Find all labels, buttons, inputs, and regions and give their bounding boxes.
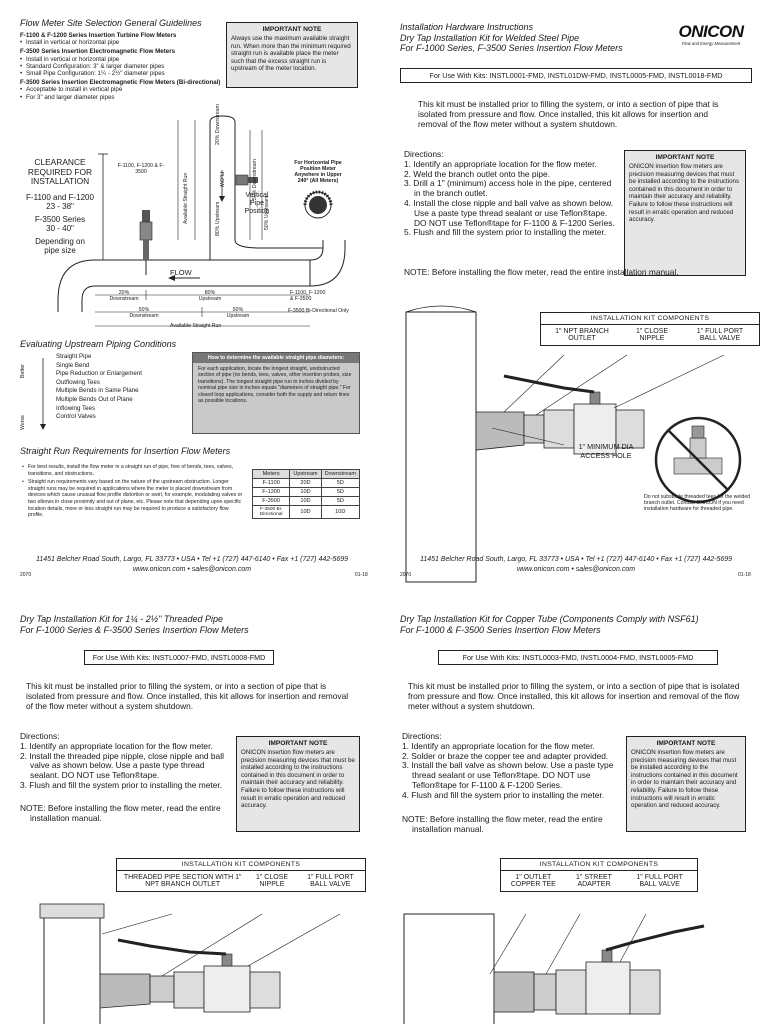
eval-item: Straight Pipe xyxy=(56,353,92,360)
vertical-label-line: Pipe xyxy=(249,200,264,207)
footer-date: 01-18 xyxy=(355,572,368,578)
vertical-label-line: Vertical xyxy=(245,192,269,199)
important-note xyxy=(624,150,746,276)
directions xyxy=(404,150,620,238)
clearance-line: CLEARANCE xyxy=(34,157,86,167)
eval-item: Multiple Bends in Same Plane xyxy=(56,387,139,395)
clearance-f1100-value: 23 - 38" xyxy=(46,201,74,211)
clearance-f3500-value: 30 - 40" xyxy=(46,223,74,233)
howto-box xyxy=(192,352,360,434)
no-substitute-note: Do not substitute threaded tees for the welded branch outlet. Contact ONICON if you need installation hardware for threaded pipe. xyxy=(644,494,751,512)
dim-50b xyxy=(218,307,258,319)
dim-pct: 50% xyxy=(138,307,150,313)
component-close-nipple: 1" CLOSE NIPPLE xyxy=(255,874,289,888)
horiz-line: Anywhere in Upper xyxy=(294,172,342,178)
eval-item: Outflowing Tees xyxy=(56,378,100,386)
panel-title xyxy=(400,614,699,635)
logo-text: ONICON xyxy=(678,22,744,41)
table-cell: 5D xyxy=(321,488,359,497)
footer-code: 2070 xyxy=(400,572,412,578)
logo-tagline: Flow and Energy Measurement xyxy=(681,41,741,46)
clearance-f3500: F-3500 Series xyxy=(34,214,86,224)
kits-box: For Use With Kits: INSTL0001-FMD, INSTL01DW-FMD, INSTL0005-FMD, INSTL0018-FMD xyxy=(400,68,752,83)
note-body: ONICON insertion flow meters are precision measuring devices that must be installed according to the instructions contained in this document in order to maintain their accuracy and reliability. Failure to follow these instructions will result in erratic operation and reduced accuracy. xyxy=(629,163,740,224)
note-body: Always use the maximum available straight run. When more than the minimum required straight run is available place the meter such that the excess straight run is upstream of the meter location. xyxy=(231,35,351,73)
eval-item: Inflowing Tees xyxy=(56,404,96,412)
directions xyxy=(20,732,232,791)
component-street-adapter: 1" STREET ADAPTER xyxy=(576,874,612,888)
footer-address: 11451 Belcher Road South, Largo, FL 33773 • USA • Tel +1 (727) 447-6140 • Fax +1 (727) 442-5699 xyxy=(419,556,733,563)
hole-line: 1" MINIMUM DIA xyxy=(578,442,634,451)
eval-list xyxy=(56,353,142,422)
dim-50a xyxy=(124,307,164,319)
dim-dir: Downstream xyxy=(109,296,139,302)
direction-step: 1. Identify an appropriate location for the flow meter. xyxy=(402,740,595,751)
dim-20 xyxy=(104,290,144,302)
footer-web: www.onicon.com • sales@onicon.com xyxy=(516,566,636,573)
vertical-label-line: Position xyxy=(244,208,270,215)
vertical-dim-50b: 50% Upstream xyxy=(264,195,270,230)
clearance-line: INSTALLATION xyxy=(30,176,90,187)
guideline-item: • Standard Configuration: 3" & larger diameter pipes xyxy=(20,63,226,70)
component-branch-outlet: 1" NPT BRANCH OUTLET xyxy=(555,328,609,342)
vertical-flow-label: FLOW xyxy=(218,172,224,187)
guideline-head: F-3500 Series Insertion Electromagnetic Flow Meters xyxy=(20,48,176,56)
footer-date: 01-18 xyxy=(738,572,751,578)
note-title: IMPORTANT NOTE xyxy=(656,740,716,747)
direction-step: 3. Install the ball valve as shown below. Use a paste type thread sealant or use Teflon®tape. DO NOT use Teflon®tape for F-1100 & F-1200 Series. xyxy=(402,760,614,790)
dim-dir: Downstream xyxy=(129,313,159,319)
guideline-list xyxy=(20,39,226,46)
component-ball-valve: 1" FULL PORT BALL VALVE xyxy=(307,874,354,888)
directions-title: Directions: xyxy=(404,149,444,159)
intro-text: This kit must be installed prior to filling the system, or into a section of pipe that is isolated from pressure and flow. Once installed, this kit allows for insertion and removal of the flow meter without a system shutdown. xyxy=(408,681,740,711)
intro-text: This kit must be installed prior to filling the system, or into a section of pipe that is isolated from pressure and flow. Once installed, this kit allows for insertion and removal of the flow meter without a system shutdown. xyxy=(26,681,349,711)
table-header: Downstream xyxy=(321,470,359,479)
horiz-line: For Horizontal Pipe xyxy=(294,160,342,166)
note-body: ONICON insertion flow meters are precision measuring devices that must be installed according to the instructions contained in this document in order to maintain their accuracy and reliability. Failure to follow these instructions will result in erratic operation and reduced accuracy. xyxy=(631,749,738,810)
eval-better: Better xyxy=(20,364,26,378)
table-row xyxy=(253,506,360,519)
table-cell: 10D xyxy=(321,506,359,519)
title-line: Dry Tap Installation Kit for 1¼ - 2½" Threaded Pipe xyxy=(20,614,223,624)
dim-dir: Upstream xyxy=(226,313,250,319)
table-header: Upstream xyxy=(290,470,321,479)
footer-code: 2070 xyxy=(20,572,32,578)
eval-item: Pipe Reduction or Enlargement xyxy=(56,370,142,378)
direction-step: 5. Flush and fill the system prior to installing the meter. xyxy=(404,227,607,238)
guideline-head: F-3500 Series Insertion Electromagnetic Flow Meters (Bi-directional) xyxy=(20,79,221,87)
clearance-line: REQUIRED FOR xyxy=(27,166,93,177)
direction-step: 3. Drill a 1" (minimum) access hole in the pipe, centered in the branch outlet. xyxy=(404,178,612,199)
direction-step: 1. Identify an appropriate location for the flow meter. xyxy=(20,740,213,751)
direction-step: 4. Flush and fill the system prior to installing the meter. xyxy=(402,789,605,800)
vertical-dim-50a: 50% Downstream xyxy=(252,159,258,200)
horiz-line: Position Meter xyxy=(300,166,336,172)
table-header: Meters xyxy=(253,470,290,479)
title-line: For F-1000 & F-3500 Series Insertion Flow Meters xyxy=(400,624,601,635)
guideline-item: • Small Pipe Configuration: 1¼ - 2½" diameter pipes xyxy=(20,70,226,77)
dim-meter-b: & F-3500 xyxy=(290,296,312,302)
note-title: IMPORTANT NOTE xyxy=(268,740,328,747)
flow-label: FLOW xyxy=(170,268,192,277)
sr-bullet: • For best results, install the flow meter in a straight run of pipe, free of bends, tees, valves, transitions, and obstructions. xyxy=(22,464,244,477)
note-read-manual: NOTE: Before installing the flow meter, read the entire installation manual. xyxy=(20,803,221,823)
dim-dir: Upstream xyxy=(198,296,222,302)
kits-box: For Use With Kits: INSTL0007-FMD, INSTL0008-FMD xyxy=(84,650,274,665)
onicon-logo xyxy=(670,22,752,46)
dim-pct: 50% xyxy=(232,307,244,313)
table-row xyxy=(253,488,360,497)
footer-web: www.onicon.com • sales@onicon.com xyxy=(132,566,252,573)
important-note xyxy=(226,22,358,88)
dim-bidirectional: F-3500 Bi-Directional Only xyxy=(288,308,349,314)
panel-copper-tube xyxy=(384,612,768,1024)
direction-step: 2. Weld the branch outlet onto the pipe. xyxy=(404,168,551,179)
directions xyxy=(402,732,624,801)
title-line: Dry Tap Installation Kit for Copper Tube (Components Comply with NSF61) xyxy=(400,614,699,624)
component-ball-valve: 1" FULL PORT BALL VALVE xyxy=(636,874,683,888)
title-line: Installation Hardware Instructions xyxy=(400,22,534,32)
panel-site-selection xyxy=(0,0,384,519)
table-cell: F-3500 xyxy=(253,497,290,506)
direction-step: 2. Solder or braze the copper tee and adapter provided. xyxy=(402,750,609,761)
components-title: INSTALLATION KIT COMPONENTS xyxy=(117,859,365,871)
dim-meters xyxy=(290,290,325,302)
welded-pipe-diagram xyxy=(384,300,768,520)
direction-step: 2. Install the threaded pipe nipple, close nipple and ball valve as shown below. Use a paste type thread sealant. DO NOT use Teflon®tape. xyxy=(20,750,224,781)
eval-worse: Worse xyxy=(20,415,26,430)
eval-title: Evaluating Upstream Piping Conditions xyxy=(20,339,177,349)
dim-pct: 80% xyxy=(204,290,216,296)
table-header-row xyxy=(253,470,360,479)
horizontal-position-note xyxy=(284,160,352,184)
copper-tube-diagram xyxy=(384,874,768,1024)
component-ball-valve: 1" FULL PORT BALL VALVE xyxy=(696,328,744,342)
vertical-dim-available: Available Straight Run xyxy=(183,172,189,224)
note-read-manual: NOTE: Before installing the flow meter, read the entire installation manual. xyxy=(402,814,603,834)
panel-welded-steel xyxy=(384,0,768,512)
eval-item: Multiple Bends Out of Plane xyxy=(56,395,133,403)
panel-title xyxy=(20,614,249,635)
note-read-manual: NOTE: Before installing the flow meter, read the entire installation manual. xyxy=(404,267,679,277)
page-title: Flow Meter Site Selection General Guidelines xyxy=(20,18,202,28)
guideline-list xyxy=(20,56,226,78)
footer-address: 11451 Belcher Road South, Largo, FL 33773 • USA • Tel +1 (727) 447-6140 • Fax +1 (727) 442-5699 xyxy=(35,556,349,563)
kits-box: For Use With Kits: INSTL0003-FMD, INSTL0004-FMD, INSTL0005-FMD xyxy=(438,650,718,665)
table-cell: 10D xyxy=(290,497,321,506)
threaded-pipe-diagram xyxy=(0,874,384,1024)
panel-threaded-pipe xyxy=(0,612,384,1024)
table-cell: F-1100 xyxy=(253,479,290,488)
eval-item: Control Valves xyxy=(56,413,96,421)
intro-text: This kit must be installed prior to filling the system, or into a section of pipe that is isolated from pressure and flow. Once installed, this kit allows for insertion and removal of the flow meter without a system shutdown. xyxy=(418,99,719,129)
table-cell: 20D xyxy=(290,479,321,488)
component-close-nipple: 1" CLOSE NIPPLE xyxy=(635,328,669,342)
hole-line: ACCESS HOLE xyxy=(580,451,632,460)
sr-bullet: • Straight run requirements vary based on the nature of the upstream obstruction. Longer straight runs may be required in applications where the meter is placed downstream from devices which cause unusual flow profile distortion or swirl, for example, modulating valves or two elbows in close proximity and out of plane, etc. Please note that depending upon specific location details, more or less straight run may be required to produce a satisfactory flow profile. xyxy=(22,479,244,519)
vertical-dim-80: 80% Upstream xyxy=(215,201,221,236)
title-line: Dry Tap Installation Kit for Welded Steel Pipe xyxy=(400,32,580,43)
dim-available-run: Available Straight Run xyxy=(170,323,222,329)
direction-step: 1. Identify an appropriate location for the flow meter. xyxy=(404,158,597,169)
table-cell: 10D xyxy=(290,506,321,519)
meter-label: F-1100, F-1200 & F-3500 xyxy=(117,163,165,175)
access-hole-label xyxy=(564,442,648,460)
guideline-item: • Install in vertical or horizontal pipe xyxy=(20,39,226,46)
table-cell: F-1200 xyxy=(253,488,290,497)
important-note xyxy=(236,736,360,832)
title-line: For F-1000 Series & F-3500 Series Insertion Flow Meters xyxy=(20,624,249,635)
panel-title xyxy=(400,22,623,54)
components-title: INSTALLATION KIT COMPONENTS xyxy=(541,313,759,325)
sr-bullets xyxy=(22,464,244,519)
howto-title: How to determine the available straight pipe diameters: xyxy=(193,353,359,363)
eval-item: Single Bend xyxy=(56,361,90,369)
horiz-line: 240° (All Meters) xyxy=(297,178,339,184)
howto-body: For each application, locate the longest straight, unobstructed section of pipe (no bends, tees, valves, other insertion probes, size transitions). The longest straight pipe run in inches divided by nominal pipe size in inches equals "diameters of straight pipe." For closed loop applications, consider both the supply and return lines as possible locations. xyxy=(198,366,352,405)
note-title: IMPORTANT NOTE xyxy=(262,26,322,33)
table-row xyxy=(253,479,360,488)
table-cell: 5D xyxy=(321,479,359,488)
eval-arrow xyxy=(39,354,47,430)
vertical-dim-20: 20% Downstream xyxy=(215,104,221,145)
straight-run-table xyxy=(252,469,360,519)
note-title: IMPORTANT NOTE xyxy=(655,154,715,161)
clearance-depending: Depending on xyxy=(35,236,85,246)
components-title: INSTALLATION KIT COMPONENTS xyxy=(501,859,697,871)
dim-meter-a: F-1100, F-1200 xyxy=(290,290,326,296)
table-cell: 5D xyxy=(321,497,359,506)
clearance-f1100: F-1100 and F-1200 xyxy=(26,192,94,202)
direction-step: 3. Flush and fill the system prior to installing the meter. xyxy=(20,779,223,790)
direction-step: 4. Install the close nipple and ball valve as shown below. Use a paste type thread sealant or use Teflon®tape. DO NOT use Teflon®tape for F-1100 & F-1200 Series. xyxy=(404,197,615,228)
dim-pct: 20% xyxy=(118,290,130,296)
component-copper-tee: 1" OUTLET COPPER TEE xyxy=(510,874,556,888)
important-note xyxy=(626,736,746,832)
guideline-item: • For 3" and larger diameter pipes xyxy=(20,94,226,101)
table-cell: F-3500 Bi-Directional xyxy=(253,506,290,519)
title-line: For F-1000 Series, F-3500 Series Insertion Flow Meters xyxy=(400,43,623,53)
guideline-head: F-1100 & F-1200 Series Insertion Turbine Flow Meters xyxy=(20,32,177,39)
component-threaded-section: THREADED PIPE SECTION WITH 1" NPT BRANCH OUTLET xyxy=(123,874,242,888)
guideline-item: • Acceptable to install in vertical pipe xyxy=(20,86,226,93)
dim-80 xyxy=(190,290,230,302)
table-row xyxy=(253,497,360,506)
note-body: ONICON insertion flow meters are precision measuring devices that must be installed according to the instructions contained in this document in order to maintain their accuracy and reliability. Failure to follow these instructions will result in erratic operation and reduced accuracy. xyxy=(241,749,355,810)
table-cell: 10D xyxy=(290,488,321,497)
directions-title: Directions: xyxy=(20,731,60,741)
clearance-pipe-size: pipe size xyxy=(44,245,76,255)
directions-title: Directions: xyxy=(402,731,442,741)
sr-title: Straight Run Requirements for Insertion Flow Meters xyxy=(20,446,231,456)
guideline-item: • Install in vertical or horizontal pipe xyxy=(20,56,226,63)
